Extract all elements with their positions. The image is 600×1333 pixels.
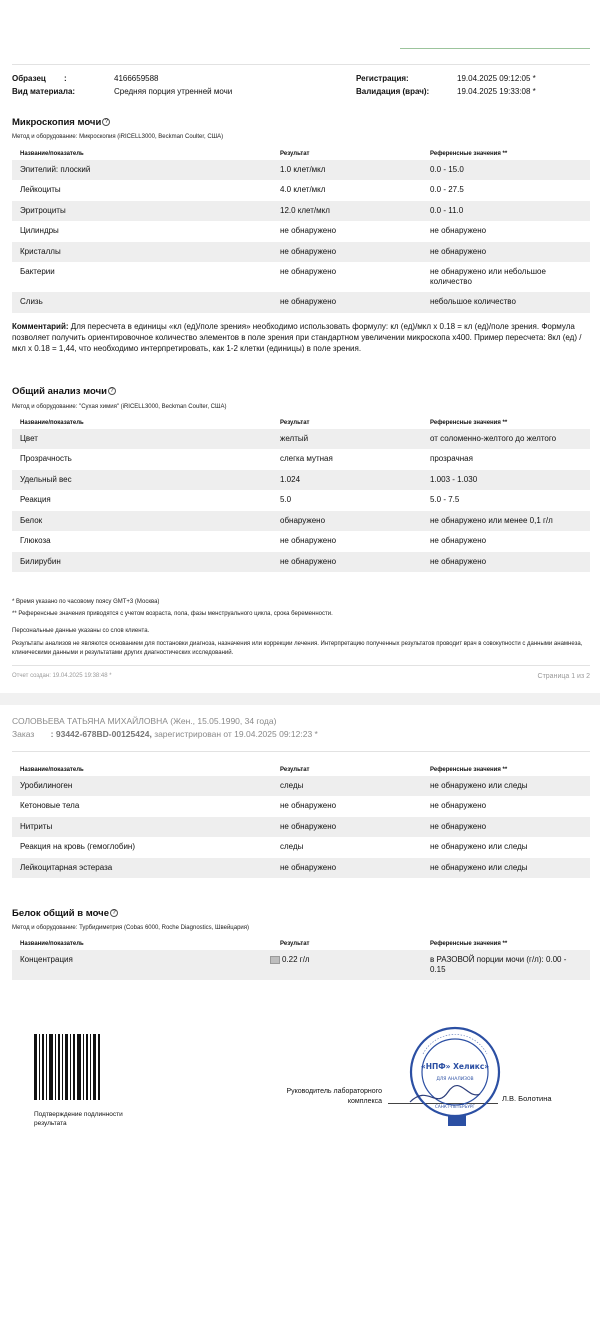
result-value: не обнаружено <box>280 267 337 276</box>
result-value: не обнаружено <box>280 247 337 256</box>
result-name: Слизь <box>20 297 43 306</box>
help-icon[interactable]: ? <box>110 909 118 917</box>
stamp-city: САНКТ-ПЕТЕРБУРГ <box>434 1104 476 1109</box>
result-name: Билирубин <box>20 557 61 566</box>
table-row <box>12 292 590 313</box>
barcode-bar <box>42 1034 44 1100</box>
protein-method: Метод и оборудование: Турбидиметрия (Cobas 6000, Roche Diagnostics, Швейцария) <box>12 925 250 931</box>
registration-value: 19.04.2025 09:12:05 * <box>457 74 536 83</box>
reference-value: не обнаружено или менее 0,1 г/л <box>430 516 553 525</box>
result-name: Эпителий: плоский <box>20 165 91 174</box>
result-name: Лейкоциты <box>20 185 61 194</box>
result-value: не обнаружено <box>280 226 337 235</box>
reference-value: не обнаружено <box>430 536 487 545</box>
reference-value: не обнаружено <box>430 822 487 831</box>
microscopy-comment: Комментарий: Для пересчета в единицы «кл (ед)/поле зрения» необходимо использовать формулу: кл (ед)/мкл х 0.18 = кл (ед)/поле зрения. Формула позволяет получить ориентировочное количество элементов в поле зрения при стандартном увеличении микроскопа х400. Пример пересчета: 8кл (ед) /мкл х 0.18 = 1,44, что необходимо интерпретировать, как 1-2 клетки (единицы) в поле зрения. <box>12 322 582 353</box>
table-row <box>12 449 590 470</box>
reference-value: не обнаружено или небольшое количество <box>430 267 546 286</box>
reference-value: от соломенно-желтого до желтого <box>430 434 557 443</box>
barcode-caption: Подтверждение подлинности результата <box>34 1111 123 1127</box>
result-value: следы <box>280 781 304 790</box>
order-info <box>12 729 318 739</box>
table-row <box>12 221 590 242</box>
column-reference: Референсные значения ** <box>430 151 508 157</box>
result-value: обнаружено <box>280 516 326 525</box>
order-registered: зарегистрирован от 19.04.2025 09:12:23 * <box>154 729 318 739</box>
personal-data-note: Персональные данные указаны со слов клиента. <box>12 628 150 634</box>
barcode-bar <box>93 1034 96 1100</box>
report-created: Отчет создан: 19.04.2025 19:38:48 * <box>12 673 112 679</box>
barcode-bar <box>34 1034 37 1100</box>
column-result: Результат <box>280 420 310 426</box>
barcode-bar <box>46 1034 47 1100</box>
registration-label: Регистрация: <box>356 74 409 83</box>
reference-value: 0.0 - 27.5 <box>430 185 464 194</box>
barcode-bar <box>49 1034 53 1100</box>
barcode-bar <box>83 1034 84 1100</box>
reference-value: не обнаружено или следы <box>430 842 528 851</box>
protein-title: Белок общий в моче ? <box>12 908 118 919</box>
column-result: Результат <box>280 767 310 773</box>
result-name: Реакция на кровь (гемоглобин) <box>20 842 136 851</box>
column-name: Название/показатель <box>20 941 84 947</box>
result-value: не обнаружено <box>280 536 337 545</box>
result-value: слегка мутная <box>280 454 333 463</box>
column-name: Название/показатель <box>20 767 84 773</box>
reference-value: не обнаружено <box>430 801 487 810</box>
patient-info: СОЛОВЬЕВА ТАТЬЯНА МИХАЙЛОВНА (Жен., 15.05.1990, 34 года) <box>12 716 277 726</box>
result-name: Уробилиноген <box>20 781 73 790</box>
column-reference: Референсные значения ** <box>430 767 508 773</box>
general-title: Общий анализ мочи ? <box>12 386 116 397</box>
result-value: 1.0 клет/мкл <box>280 165 326 174</box>
table-row <box>12 552 590 572</box>
page-separator <box>0 693 600 705</box>
result-value: 1.024 <box>280 475 301 484</box>
disclaimer-note: Результаты анализов не являются основанием для постановки диагноза, назначения или коррекции лечения. Интерпретацию полученных результатов проводит врач в совокупности с данными анамнеза, клиническими данными и результатами других диагностических исследований. <box>12 641 583 656</box>
table-row <box>12 429 590 449</box>
table-row <box>12 531 590 552</box>
result-value: 0.22 г/л <box>282 955 310 964</box>
barcode-bar <box>77 1034 81 1100</box>
column-name: Название/показатель <box>20 420 84 426</box>
result-value: не обнаружено <box>280 801 337 810</box>
barcode-bar <box>65 1034 68 1100</box>
reference-value: 0.0 - 15.0 <box>430 165 464 174</box>
barcode-bar <box>70 1034 71 1100</box>
result-name: Концентрация <box>20 955 73 964</box>
table-row <box>12 242 590 262</box>
result-name: Глюкоза <box>20 536 51 545</box>
table-row <box>12 858 590 878</box>
result-value: желтый <box>280 434 309 443</box>
barcode-bar <box>86 1034 88 1100</box>
order-label: Заказ <box>12 729 35 739</box>
barcode-bar <box>62 1034 63 1100</box>
column-result: Результат <box>280 941 310 947</box>
reference-value: 0.0 - 11.0 <box>430 206 464 215</box>
signature-role: Руководитель лабораторного комплекса <box>286 1088 382 1105</box>
stamp-sub: ДЛЯ АНАЛИЗОВ <box>436 1077 474 1082</box>
reference-value: не обнаружено <box>430 226 487 235</box>
sample-colon: : <box>64 74 67 83</box>
result-name: Реакция <box>20 495 51 504</box>
stamp-tab <box>448 1115 466 1126</box>
table-row <box>12 796 590 817</box>
barcode-bar <box>90 1034 91 1100</box>
validation-label: Валидация (врач): <box>356 87 430 96</box>
result-name: Кетоновые тела <box>20 801 80 810</box>
barcode-bar <box>73 1034 75 1100</box>
material-value: Средняя порция утренней мочи <box>114 87 233 96</box>
attachment-icon <box>270 956 280 964</box>
reference-value: небольшое количество <box>430 297 516 306</box>
laboratory-stamp <box>408 1014 502 1127</box>
timezone-note: * Время указано по часовому поясу GMT+3 (Москва) <box>12 599 160 605</box>
result-value: не обнаружено <box>280 557 337 566</box>
order-number: : 93442-678BD-00125424, <box>50 729 152 739</box>
result-value: 12.0 клет/мкл <box>280 206 330 215</box>
sample-value: 4166659588 <box>114 74 159 83</box>
result-name: Эритроциты <box>20 206 66 215</box>
result-value: не обнаружено <box>280 822 337 831</box>
page-number: Страница 1 из 2 <box>537 673 590 680</box>
result-name: Цвет <box>20 434 38 443</box>
table-row <box>12 511 590 531</box>
column-name: Название/показатель <box>20 151 84 157</box>
barcode-bar <box>98 1034 100 1100</box>
reference-value: прозрачная <box>430 454 473 463</box>
help-icon[interactable]: ? <box>102 118 110 126</box>
microscopy-method: Метод и оборудование: Микроскопия (iRICELL3000, Beckman Coulter, США) <box>12 134 224 140</box>
result-name: Удельный вес <box>20 475 72 484</box>
result-name: Нитриты <box>20 822 53 831</box>
table-row <box>12 262 590 292</box>
signature-name: Л.В. Болотина <box>502 1094 552 1103</box>
footer-divider <box>12 665 590 666</box>
barcode-bar <box>58 1034 60 1100</box>
reference-value: не обнаружено или следы <box>430 863 528 872</box>
stamp-name: «НПФ» Хеликс» <box>420 1062 490 1071</box>
result-value: не обнаружено <box>280 863 337 872</box>
reference-value: 5.0 - 7.5 <box>430 495 460 504</box>
sample-label: Образец <box>12 74 46 83</box>
top-accent-rule <box>400 48 590 49</box>
column-reference: Референсные значения ** <box>430 420 508 426</box>
table-row <box>12 817 590 837</box>
table-row <box>12 201 590 221</box>
microscopy-title: Микроскопия мочи ? <box>12 117 110 128</box>
reference-value: не обнаружено <box>430 557 487 566</box>
table-row <box>12 160 590 180</box>
result-value: следы <box>280 842 304 851</box>
result-name: Лейкоцитарная эстераза <box>20 863 113 872</box>
general-method: Метод и оборудование: "Сухая химия" (iRICELL3000, Beckman Coulter, США) <box>12 404 227 410</box>
result-value: не обнаружено <box>280 297 337 306</box>
table-row <box>12 490 590 511</box>
table-row <box>12 950 590 980</box>
reference-value: не обнаружено <box>430 247 487 256</box>
validation-value: 19.04.2025 19:33:08 * <box>457 87 536 96</box>
reference-value: в РАЗОВОЙ порции мочи (г/л): 0.00 - 0.15 <box>430 955 567 974</box>
table-row <box>12 470 590 490</box>
result-value: 4.0 клет/мкл <box>280 185 326 194</box>
barcode-bar <box>39 1034 40 1100</box>
table-row <box>12 837 590 858</box>
result-name: Бактерии <box>20 267 55 276</box>
reference-note: ** Референсные значения приводятся с учетом возраста, пола, фазы менструального цикла, срока беременности. <box>12 611 333 617</box>
material-label: Вид материала: <box>12 87 76 96</box>
verification-barcode[interactable] <box>34 1034 102 1100</box>
reference-value: не обнаружено или следы <box>430 781 528 790</box>
result-name: Цилиндры <box>20 226 59 235</box>
result-value: 5.0 <box>280 495 292 504</box>
page2-divider <box>12 751 590 752</box>
table-row <box>12 776 590 796</box>
column-reference: Референсные значения ** <box>430 941 508 947</box>
result-name: Белок <box>20 516 43 525</box>
reference-value: 1.003 - 1.030 <box>430 475 478 484</box>
help-icon[interactable]: ? <box>108 387 116 395</box>
barcode-bar <box>55 1034 56 1100</box>
result-name: Кристаллы <box>20 247 61 256</box>
table-row <box>12 180 590 201</box>
result-name: Прозрачность <box>20 454 72 463</box>
column-result: Результат <box>280 151 310 157</box>
header-divider <box>12 64 590 65</box>
